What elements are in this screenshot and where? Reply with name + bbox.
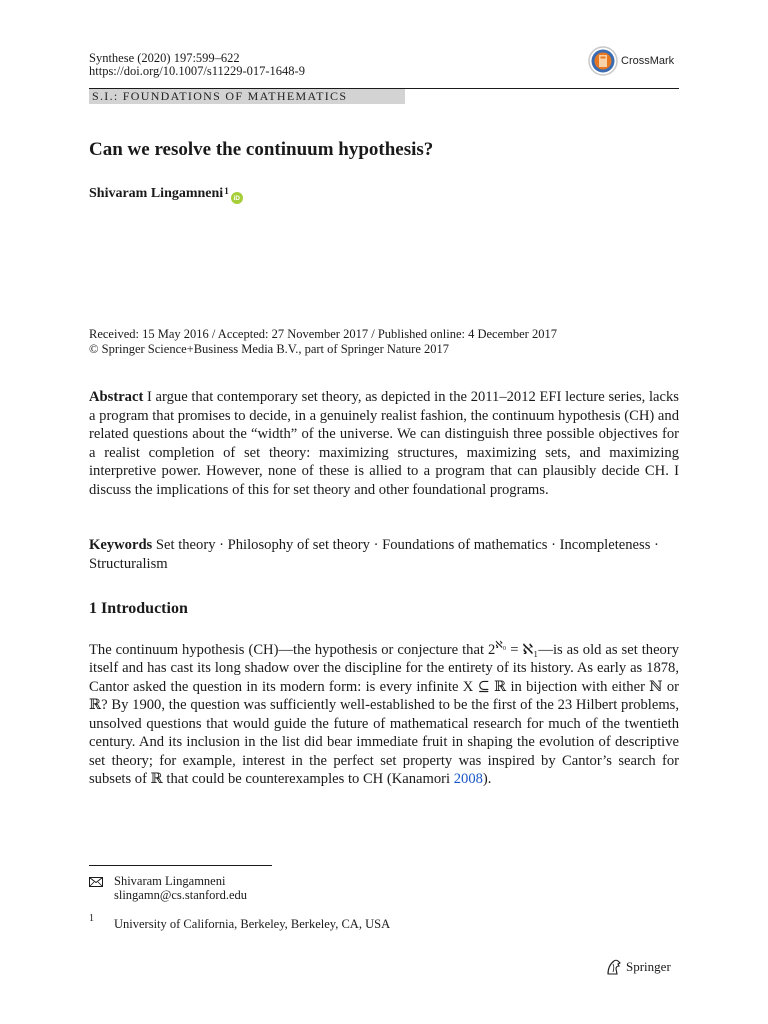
corresponding-author-email[interactable]: slingamn@cs.stanford.edu bbox=[114, 888, 248, 902]
crossmark-button[interactable] bbox=[588, 44, 688, 78]
intro-text-a: The continuum hypothesis (CH)—the hypothesis or conjecture that 2 bbox=[89, 641, 496, 658]
author-line bbox=[89, 186, 243, 204]
author-affiliation-mark: 1 bbox=[224, 186, 229, 196]
springer-horse-icon bbox=[605, 958, 623, 976]
author-name: Shivaram Lingamneni bbox=[89, 186, 224, 201]
introduction-paragraph bbox=[89, 637, 679, 789]
section-heading-introduction: 1 Introduction bbox=[89, 600, 188, 617]
publication-dates bbox=[89, 327, 557, 356]
section-label: S.I.: FOUNDATIONS OF MATHEMATICS bbox=[92, 89, 348, 103]
crossmark-label: CrossMark bbox=[621, 55, 675, 67]
intro-text-b: = ℵ₁—is as old as set theory itself and has cast its long shadow over the discipline for the entirety of its history. As early as 1878, Cantor asked the question in its modern form: is every infinite X ⊆ ℝ in bijection with either ℕ or ℝ? By 1900, the question was sufficiently well-established to be the first of the 23 Hilbert problems, unsolved questions that would guide the future of mathematical research for much of the twentieth century. And its inclusion in the list did bear immediate fruit in shaping the evolution of descriptive set theory; for example, interest in the perfect set property was inspired by Cantor’s search for subsets of ℝ that could be counterexamples to CH (Kanamori bbox=[89, 641, 680, 788]
springer-logo bbox=[605, 958, 671, 976]
journal-citation: Synthese (2020) 197:599–622 bbox=[89, 51, 240, 65]
orcid-icon[interactable]: iD bbox=[231, 192, 243, 204]
doi-link[interactable]: https://doi.org/10.1007/s11229-017-1648-9 bbox=[89, 64, 305, 78]
abstract-text: I argue that contemporary set theory, as depicted in the 2011–2012 EFI lecture series, lacks a program that promises to decide, in a genuinely realist fashion, the continuum hypothesis (CH) and related questions about the “width” of the universe. We can distinguish three possible objectives for a realist completion of set theory: maximizing structures, maximizing sets, and maximizing interpretive power. However, none of these is allied to a program that can plausibly decide CH. I discuss the implications of this for set theory and other foundational programs. bbox=[89, 389, 679, 498]
keywords-label: Keywords bbox=[89, 537, 153, 553]
springer-label: Springer bbox=[626, 959, 671, 974]
envelope-icon bbox=[89, 877, 103, 887]
keywords bbox=[89, 536, 679, 573]
abstract bbox=[89, 388, 679, 499]
footnote-rule bbox=[89, 865, 272, 866]
affiliation-footnote-mark: 1 bbox=[89, 913, 94, 924]
abstract-label: Abstract bbox=[89, 389, 144, 405]
intro-text-end: ). bbox=[482, 771, 492, 788]
crossmark-icon bbox=[588, 46, 618, 76]
corresponding-author-name: Shivaram Lingamneni bbox=[114, 874, 226, 888]
keywords-text: Set theory · Philosophy of set theory · Foundations of mathematics · Incompleteness · Structuralism bbox=[89, 537, 659, 572]
copyright-line: © Springer Science+Business Media B.V., part of Springer Nature 2017 bbox=[89, 341, 450, 356]
dates-line: Received: 15 May 2016 / Accepted: 27 November 2017 / Published online: 4 December 2017 bbox=[89, 327, 557, 341]
citation-link[interactable]: 2008 bbox=[453, 771, 483, 788]
aleph-superscript: ℵ₀ bbox=[495, 640, 507, 651]
paper-title: Can we resolve the continuum hypothesis? bbox=[89, 139, 434, 160]
affiliation-text: University of California, Berkeley, Berkeley, CA, USA bbox=[114, 917, 391, 931]
